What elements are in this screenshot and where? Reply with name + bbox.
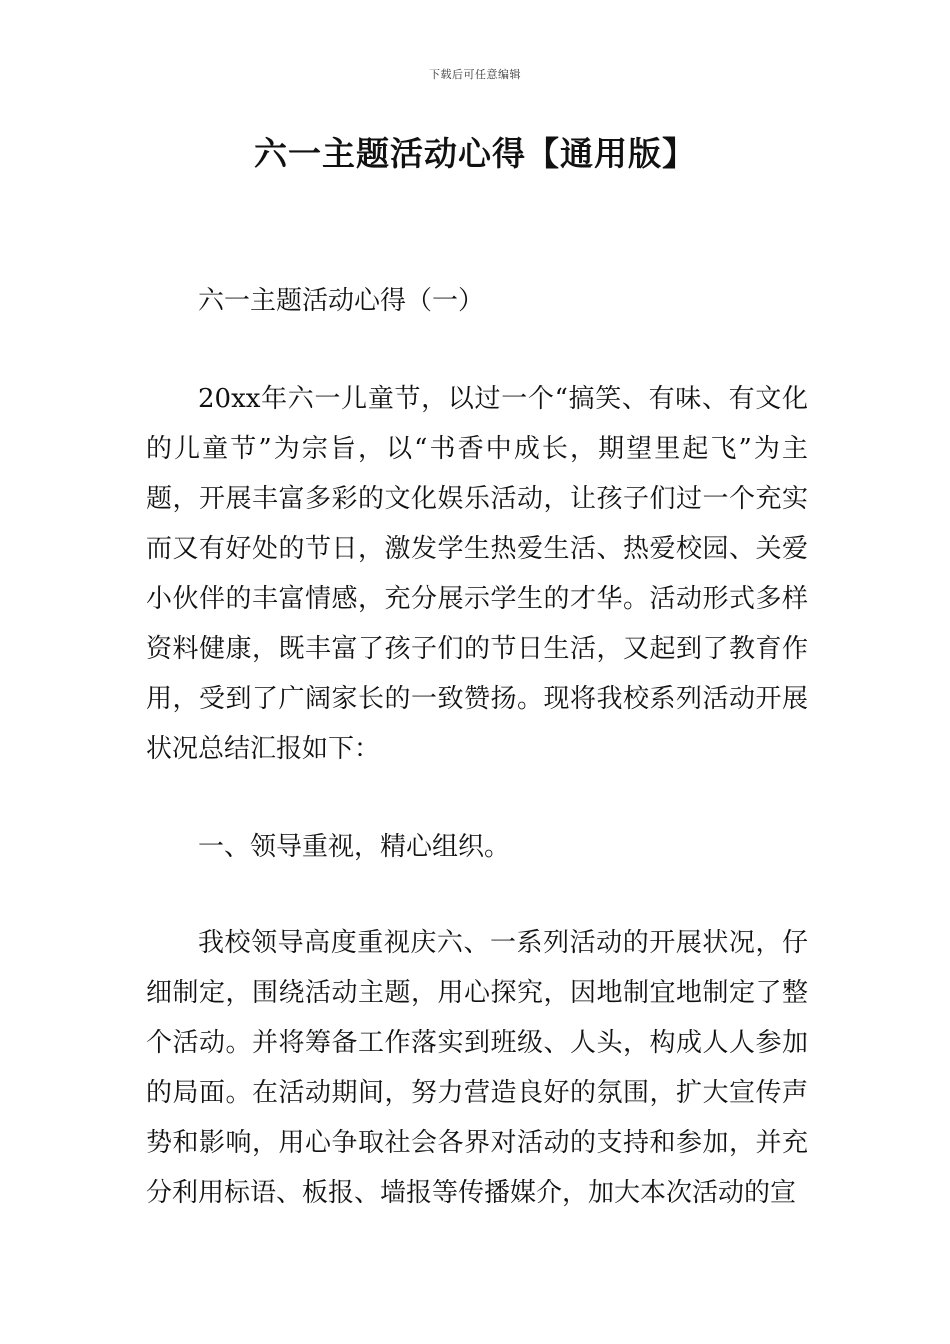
paragraph-leadership-text: 我校领导高度重视庆六、一系列活动的开展状况，仔细制定，围绕活动主题，用心探究，因地制宜地制定了整个活动。并将筹备工作落实到班级、人头，构成人人参加的局面。在活动期间，努力营造良好的氛围，扩大宣传声势和影响，用心争取社会各界对活动的支持和参加，并充分利用标语、板报、墙报等传播媒介，加大本次活动的宣 [146,928,808,1208]
section-heading-leadership: 一、领导重视，精心组织。 [198,832,511,862]
paragraph-intro-text: 20xx年六一儿童节，以过一个“搞笑、有味、有文化的儿童节”为宗旨，以“书香中成长，期望里起飞”为主题，开展丰富多彩的文化娱乐活动，让孩子们过一个充实而又有好处的节日，激发学生热爱生活、热爱校园、关爱小伙伴的丰富情感，充分展示学生的才华。活动形式多样资料健康，既丰富了孩子们的节日生活，又起到了教育作用，受到了广阔家长的一致赞扬。现将我校系列活动开展状况总结汇报如下： [146,384,808,764]
header-note: 下载后可任意编辑 [429,68,521,81]
document-title: 六一主题活动心得【通用版】 [254,134,696,173]
paragraph-intro [146,374,808,774]
paragraph-leadership [146,918,808,1218]
section-subtitle: 六一主题活动心得（一） [198,286,485,316]
